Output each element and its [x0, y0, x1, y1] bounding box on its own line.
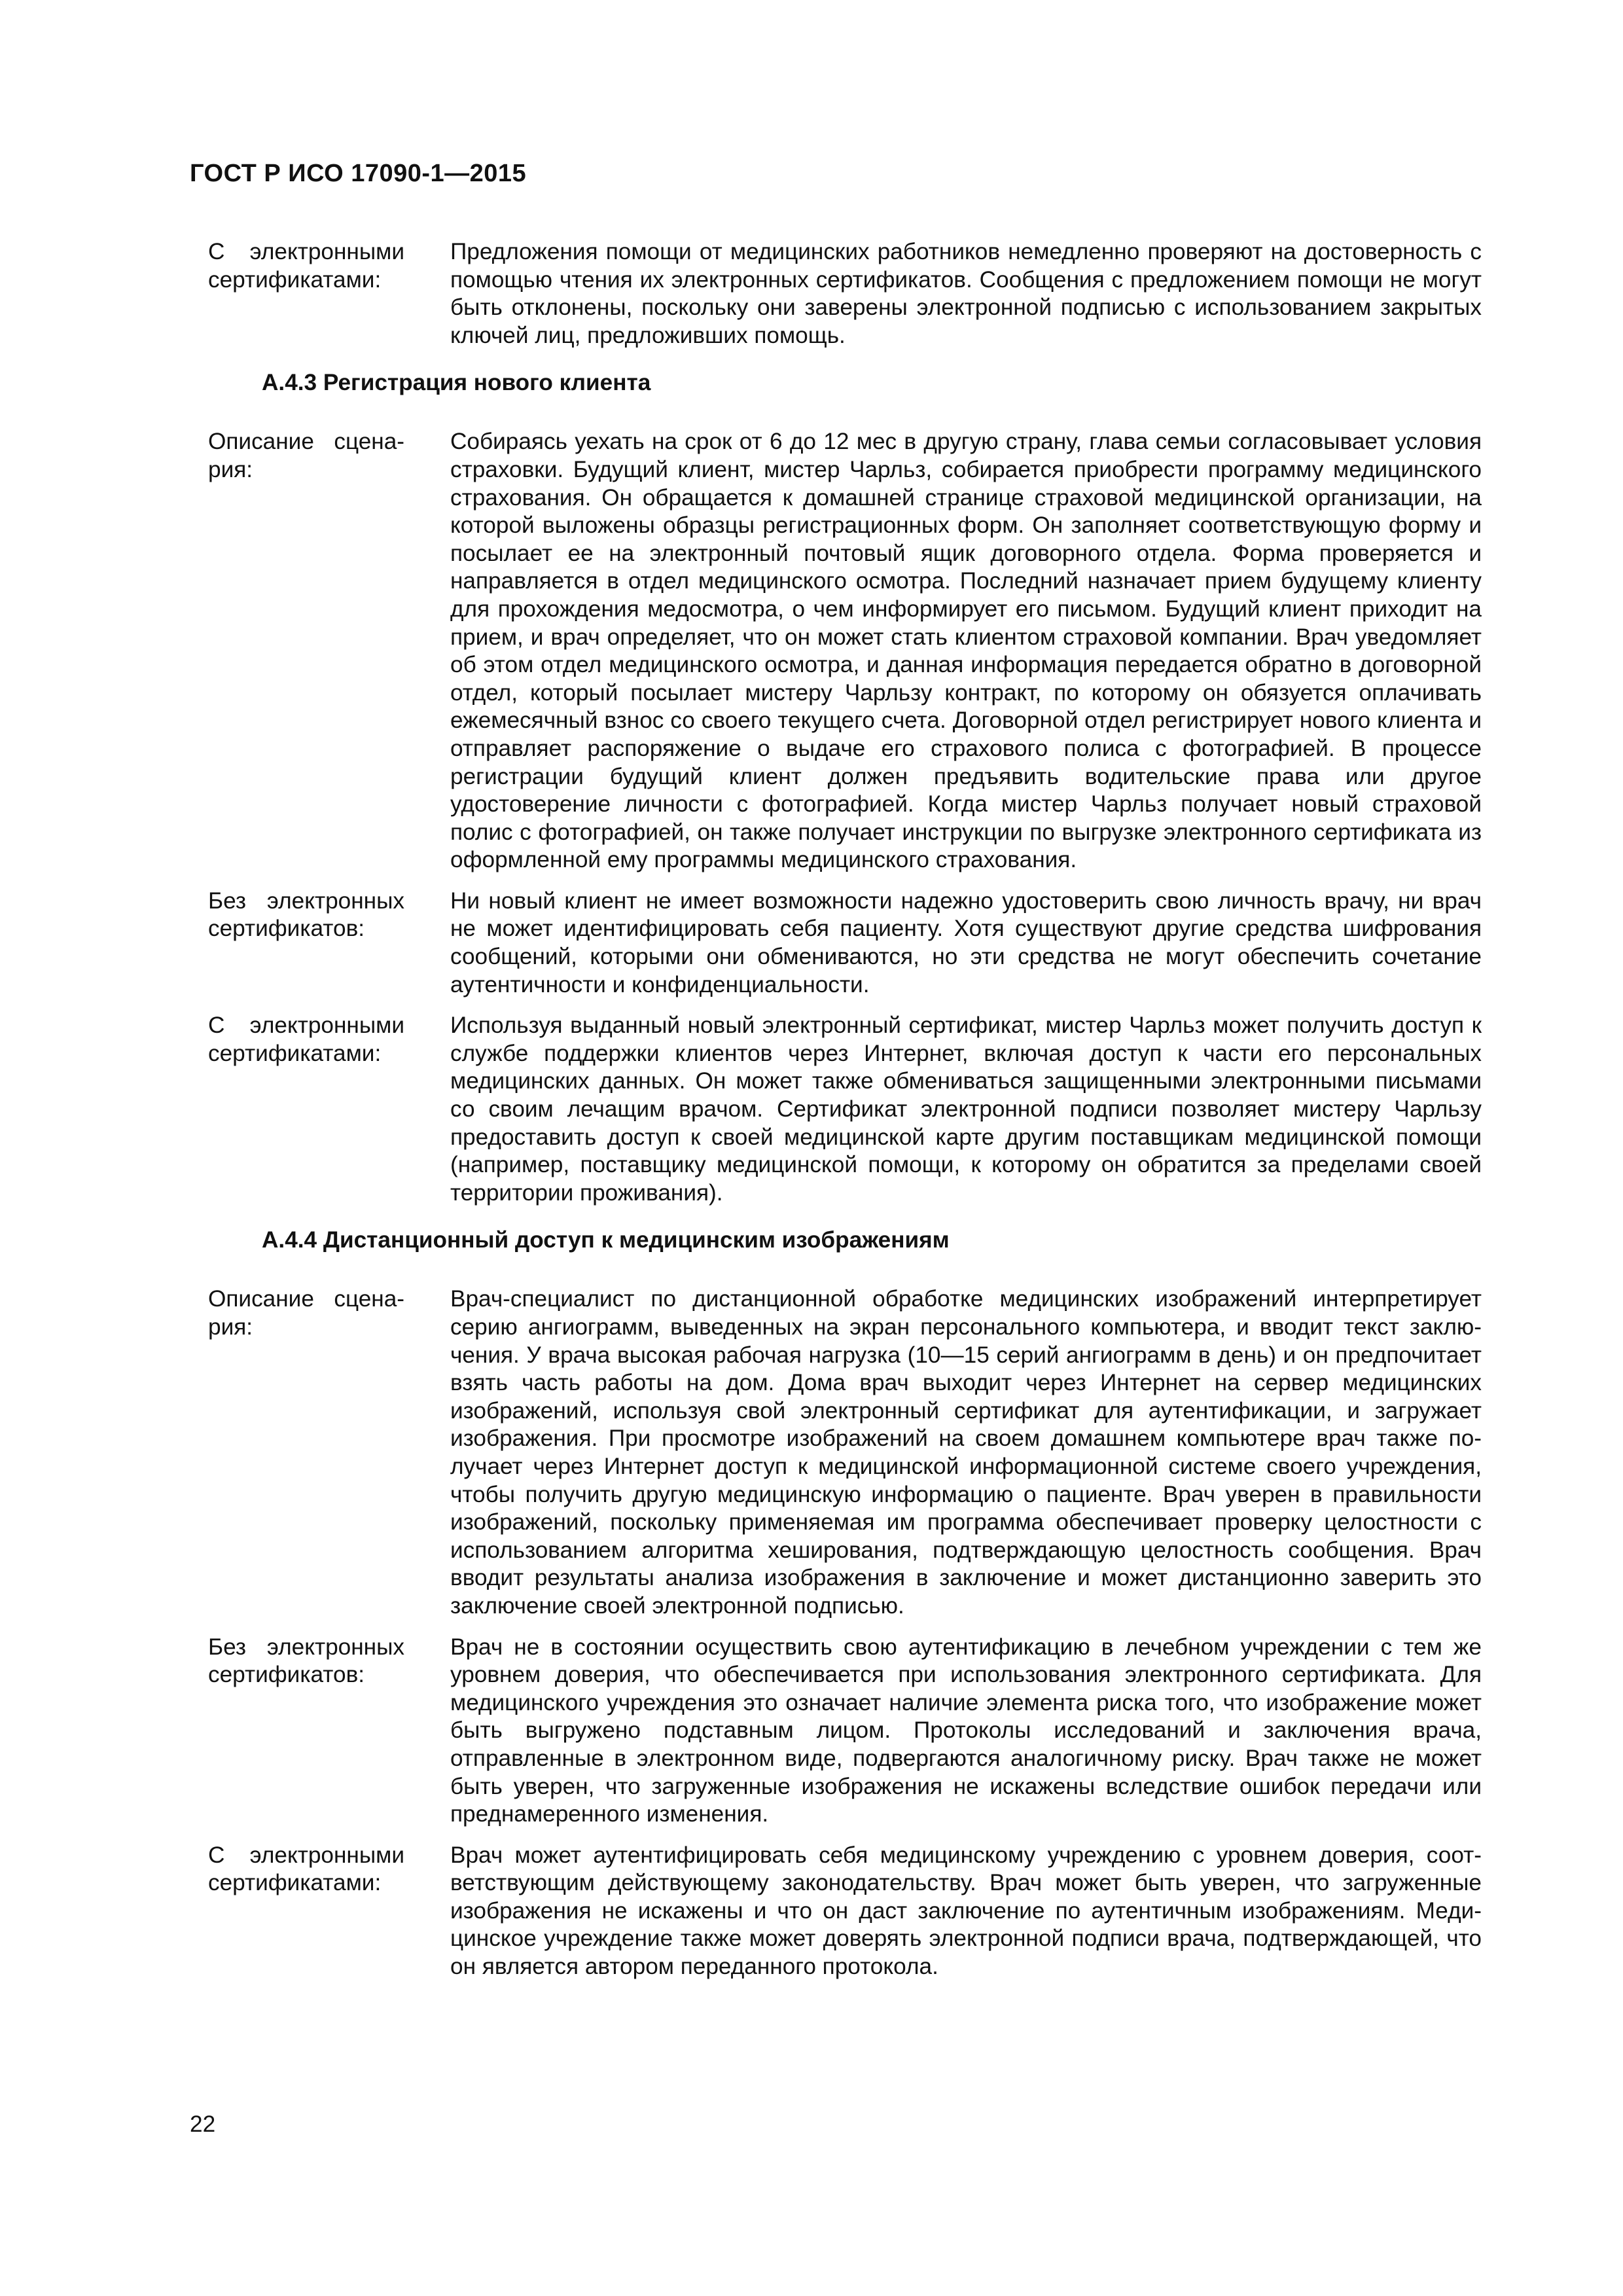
entry-scenario-description: [208, 428, 1482, 874]
entry-text: Ни новый клиент не имеет возможности надежно удостоверить свою личность врачу, ни врач не может идентифицировать себя пациенту. Хотя существуют другие средства шифрования сообщений, которыми они обмениваются, но эти средства не могут обеспечить сочетание аутентичности и конфиденциальности.: [450, 888, 1482, 997]
page-number: 22: [190, 2111, 216, 2137]
entry-scenario-description: [208, 1285, 1482, 1620]
entry-without-certificates: [208, 1634, 1482, 1829]
entry-with-certificates: [208, 1842, 1482, 1981]
entry-text: Врач может аутентифицировать себя медицинскому учреждению с уровнем доверия, соответствующим действующему законодательству. Врач может быть уверен, что загруженные изображения не искажены и что он даст заключение по аутентичным изображениям. Медицинское учреждение также может доверять электронной подписи врача, подтверждающей, что он является автором переданного протокола.: [450, 1842, 1482, 1980]
entry-label: Без электронных сертификатов:: [208, 1634, 404, 1688]
entry-label: С электронными сертификатами:: [208, 239, 404, 293]
entry-without-certificates: [208, 888, 1482, 999]
entry-text: Собираясь уехать на срок от 6 до 12 мес в другую страну, глава семьи согласовывает условия страховки. Будущий клиент, мистер Чарльз, собирается приобрести программу медицинского страхования. Он обращается к домашней странице страховой медицинской организации, на которой выложены образцы регистрационных форм. Он заполняет соответствующую форму и посылает ее на электронный почтовый ящик договорного отдела. Форма проверяется и направляется в отдел медицинского осмотра. Последний назначает прием будущему клиенту для прохождения медосмотра, о чем информирует его письмом. Будущий клиент приходит на прием, и врач определяет, что он может стать клиентом страховой компании. Врач уведомляет об этом отдел медицинского осмотра, и данная информация передается обратно в договорной отдел, который посылает мистеру Чарльзу контракт, по которому он обязуется оплачивать ежемесячный взнос со своего текущего счета. Договорной отдел регистрирует нового клиента и отправляет распоряжение о выдаче его страхового полиса с фотографией. В процессе регистрации будущий клиент должен предъявить водительские права или другое удостоверение личности с фотографией. Когда мистер Чарльз получает новый страховой полис с фотографией, он также получает инструкции по выгрузке электронного сертификата из оформленной ему программы медицинского страхования.: [450, 429, 1482, 873]
entry-label: Описание сценария:: [208, 429, 404, 482]
entry-label: С электронными сертификатами:: [208, 1842, 404, 1896]
entry-with-certificates: [208, 1012, 1482, 1207]
section-heading-a43: А.4.3 Регистрация нового клиента: [262, 370, 651, 396]
section-heading-a44: А.4.4 Дистанционный доступ к медицинским изображениям: [262, 1227, 950, 1253]
entry-label: С электронными сертификатами:: [208, 1013, 404, 1066]
document-header: ГОСТ Р ИСО 17090-1—2015: [190, 160, 527, 187]
entry-text: Используя выданный новый электронный сертификат, мистер Чарльз может получить доступ к службе поддержки клиентов через Интернет, включая доступ к части его персональных медицинских данных. Он может также обмениваться защищенными электронными письмами со своим лечащим врачом. Сертификат электронной подписи позволяет мистеру Чарльзу предоставить доступ к своей медицинской карте другим поставщикам медицинской помощи (например, поставщику медицинской помощи, к которому он обратится за пределами своей территории проживания).: [450, 1013, 1482, 1206]
entry-text: Предложения помощи от медицинских работников немедленно проверяют на достоверность с помощью чтения их электронных сертификатов. Сообщения с предложением помощи не могут быть отклонены, поскольку они заверены электронной подписью с использованием закрытых ключей лиц, предложивших помощь.: [450, 239, 1482, 348]
entry-with-certificates: [208, 238, 1482, 350]
entry-text: Врач-специалист по дистанционной обработке медицинских изображений интерпретирует серию ангиограмм, выведенных на экран персонального компьютера, и вводит текст заключения. У врача высокая рабочая нагрузка (10—15 серий ангиограмм в день) и он предпочитает взять часть работы на дом. Дома врач выходит через Интернет на сервер медицинских изображений, используя свой электронный сертификат для аутентификации, и загружает изображения. При просмотре изображений на своем домашнем компьютере врач также получает через Интернет доступ к медицинской информационной системе своего учреждения, чтобы получить другую медицинскую информацию о пациенте. Врач уверен в правильности изображений, поскольку применяемая им программа обеспечивает проверку целостности с использованием алгоритма хеширования, подтверждающую целостность сообщения. Врач вводит результаты анализа изображения в заключение и может дистанционно заверить это заключение своей электронной подписью.: [450, 1286, 1482, 1619]
entry-label: Описание сценария:: [208, 1286, 404, 1340]
entry-text: Врач не в состоянии осуществить свою аутентификацию в лечебном учреждении с тем же уровнем доверия, что обеспечивается при использования электронного сертификата. Для медицинского учреждения это означает наличие элемента риска того, что изображение может быть выгружено подставным лицом. Протоколы исследований и заключения врача, отправленные в электронном виде, подвергаются аналогичному риску. Врач также не может быть уверен, что загруженные изображения не искажены вследствие ошибок передачи или преднамеренного изменения.: [450, 1634, 1482, 1827]
document-body: [208, 238, 1482, 1994]
entry-label: Без электронных сертификатов:: [208, 888, 404, 942]
